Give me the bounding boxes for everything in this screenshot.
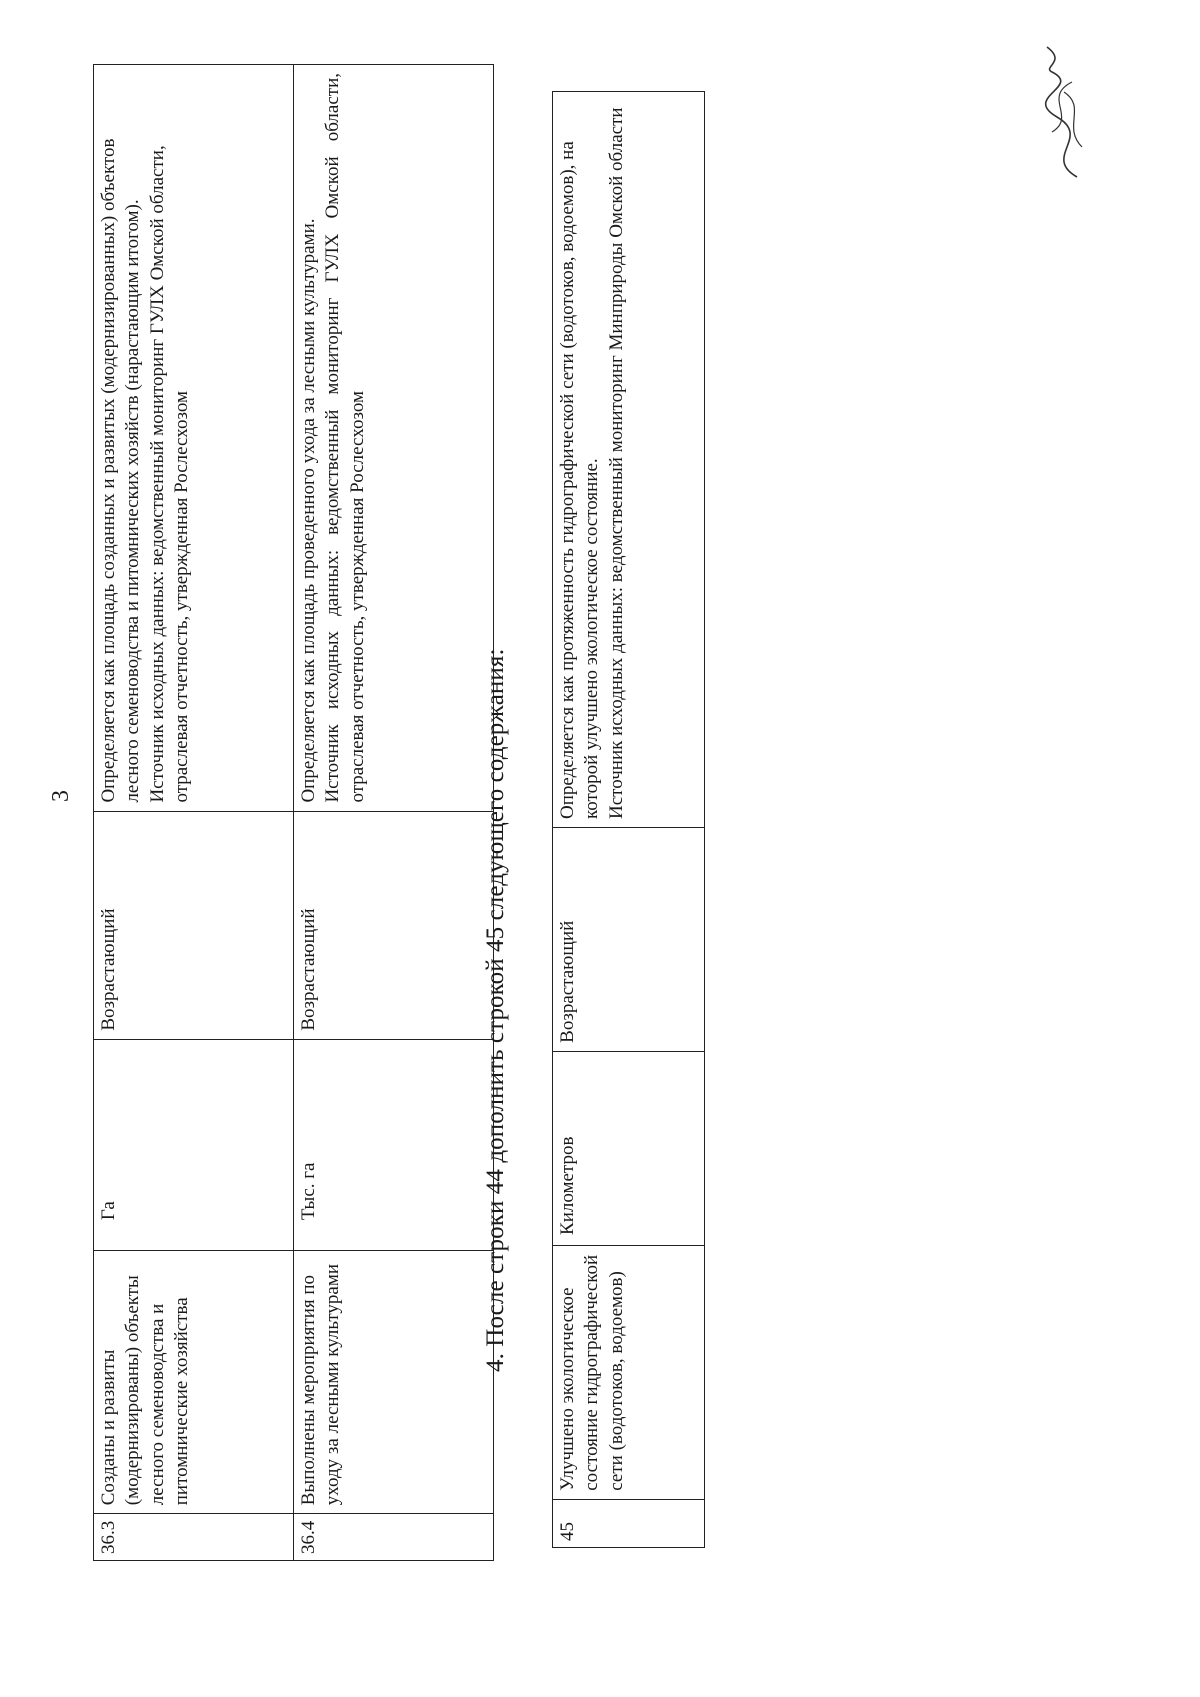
unit-of-measure: Тыс. га: [294, 1039, 494, 1250]
indicator-description: [553, 92, 705, 828]
new-row-table: [552, 91, 705, 1548]
description-text: Определяется как протяженность гидрографической сети (водотоков, водоемов), на которой улучшено экологическое состояние. Источник исходных данных: ведомственный мониторинг Минприроды Омской области: [557, 107, 627, 819]
indicator-description: [94, 65, 294, 812]
indicator-direction: Возрастающий: [553, 827, 705, 1051]
description-text: Определяется как площадь созданных и развитых (модернизированных) объектов лесного семеноводства и питомнических хозяйств (нарастающим итогом). Источник исходных данных: ведомственный мониторинг ГУЛХ Омской области, отраслевая отчетность, утвержденная Рослесхозом: [98, 138, 192, 803]
row-number: 36.4: [294, 1514, 494, 1561]
unit-of-measure: Га: [94, 1039, 294, 1250]
signature-mark: [1022, 37, 1102, 187]
indicator-name: Созданы и развиты (модернизированы) объекты лесного семеноводства и питомнические хозяйства: [94, 1251, 294, 1514]
indicators-table: [93, 64, 494, 1561]
page-number: 3: [48, 790, 74, 802]
description-text: Определяется как площадь проведенного ухода за лесными культурами. Источник исходных данных: ведомственный мониторинг ГУЛХ Омской области, отраслевая отчетность, утвержденная Рослесхозом: [298, 73, 368, 803]
unit-of-measure: Километров: [553, 1051, 705, 1245]
indicator-description: [294, 65, 494, 812]
indicator-name: Улучшено экологическое состояние гидрографической сети (водотоков, водоемов): [553, 1245, 705, 1499]
indicator-direction: Возрастающий: [294, 811, 494, 1039]
row-number: 45: [553, 1499, 705, 1547]
row-number: 36.3: [94, 1514, 294, 1561]
indicator-direction: Возрастающий: [94, 811, 294, 1039]
indicator-name: Выполнены мероприятия по уходу за лесными культурами: [294, 1251, 494, 1514]
table-row: [94, 65, 294, 1561]
amendment-heading: 4. После строки 44 дополнить строкой 45 следующего содержания:: [482, 648, 509, 1372]
table-row: [294, 65, 494, 1561]
table-row: [553, 92, 705, 1548]
